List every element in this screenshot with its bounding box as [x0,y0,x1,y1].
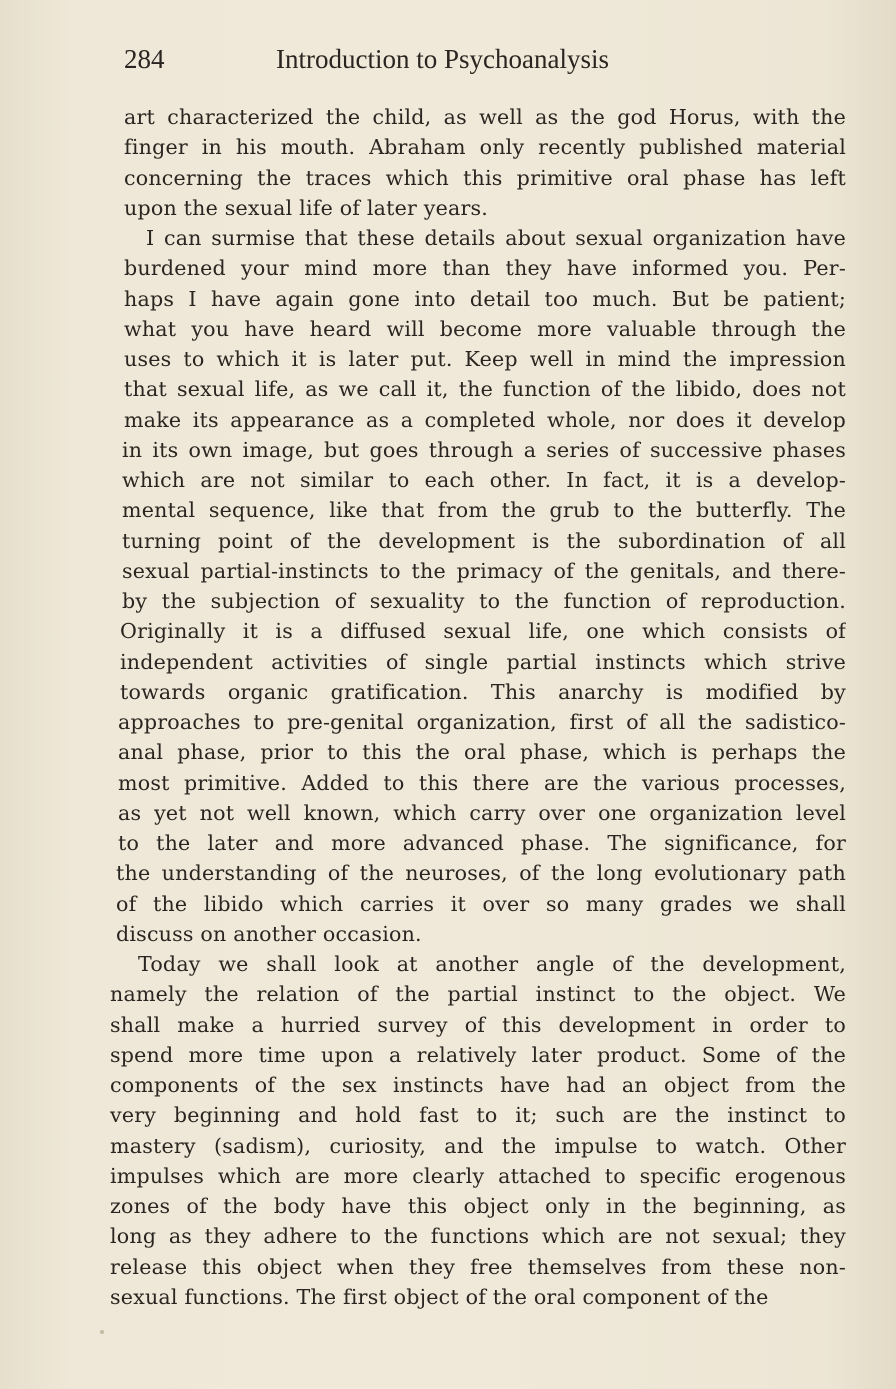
text-line: towards organic gratification. This anarchy is modified by [120,679,846,704]
text-line: independent activities of single partial instincts which strive [120,649,846,674]
text-line: burdened your mind more than they have informed you. Per- [124,256,846,281]
text-line: which are not similar to each other. In fact, it is a develop- [122,468,846,492]
text-line: turning point of the development is the subordination of all [122,528,846,553]
text-line: very beginning and hold fast to it; such are the instinct to [110,1103,846,1128]
text-line: approaches to pre-genital organization, first of all the sadistico- [118,710,846,734]
text-line: finger in his mouth. Abraham only recently published material [124,135,846,160]
text-line: what you have heard will become more valuable through the [124,316,846,341]
text-line: sexual functions. The first object of the oral component of the [110,1284,769,1309]
text-line: upon the sexual life of later years. [124,195,489,220]
text-line: haps I have again gone into detail too much. But be patient; [124,286,846,311]
text-line: discuss on another occasion. [116,921,422,946]
text-line: release this object when they free themselves from these non- [110,1254,846,1279]
text-line: make its appearance as a completed whole, nor does it develop [124,407,846,432]
text-line: namely the relation of the partial instinct to the object. We [110,982,846,1007]
text-line: long as they adhere to the functions which are not sexual; they [110,1224,846,1249]
text-line: of the libido which carries it over so many grades we shall [116,891,846,916]
text-line: shall make a hurried survey of this development in order to [110,1012,846,1037]
body-text [110,102,846,1312]
text-line: impulses which are more clearly attached to specific erogenous [110,1163,846,1188]
text-line: I can surmise that these details about sexual organization have [146,226,846,250]
text-line: Originally it is a diffused sexual life, one which consists of [120,619,846,644]
text-line: to the later and more advanced phase. The significance, for [118,831,846,855]
text-line: spend more time upon a relatively later product. Some of the [110,1042,846,1067]
text-line: mastery (sadism), curiosity, and the impulse to watch. Other [110,1133,846,1158]
paper-speck [100,1330,104,1334]
page-number: 284 [124,44,165,74]
text-line: zones of the body have this object only in the beginning, as [110,1194,846,1218]
text-line: that sexual life, as we call it, the function of the libido, does not [124,377,846,402]
text-line: as yet not well known, which carry over one organization level [118,800,846,825]
text-line: the understanding of the neuroses, of the long evolutionary path [116,861,846,886]
text-line: sexual partial-instincts to the primacy of the genitals, and there- [122,558,846,583]
running-title: Introduction to Psychoanalysis [276,44,609,74]
text-line: Today we shall look at another angle of the development, [138,952,846,976]
text-line: anal phase, prior to this the oral phase, which is perhaps the [118,740,846,765]
running-head [124,44,844,84]
text-line: art characterized the child, as well as the god Horus, with the [124,105,846,129]
text-line: concerning the traces which this primitive oral phase has left [124,165,846,190]
text-line: components of the sex instincts have had an object from the [110,1073,846,1097]
text-line: uses to which it is later put. Keep well in mind the impression [124,347,846,371]
text-line: in its own image, but goes through a series of successive phases [122,437,846,462]
text-line: mental sequence, like that from the grub to the butterfly. The [122,498,846,523]
text-line: most primitive. Added to this there are the various processes, [118,770,846,795]
text-line: by the subjection of sexuality to the function of reproduction. [122,589,846,613]
